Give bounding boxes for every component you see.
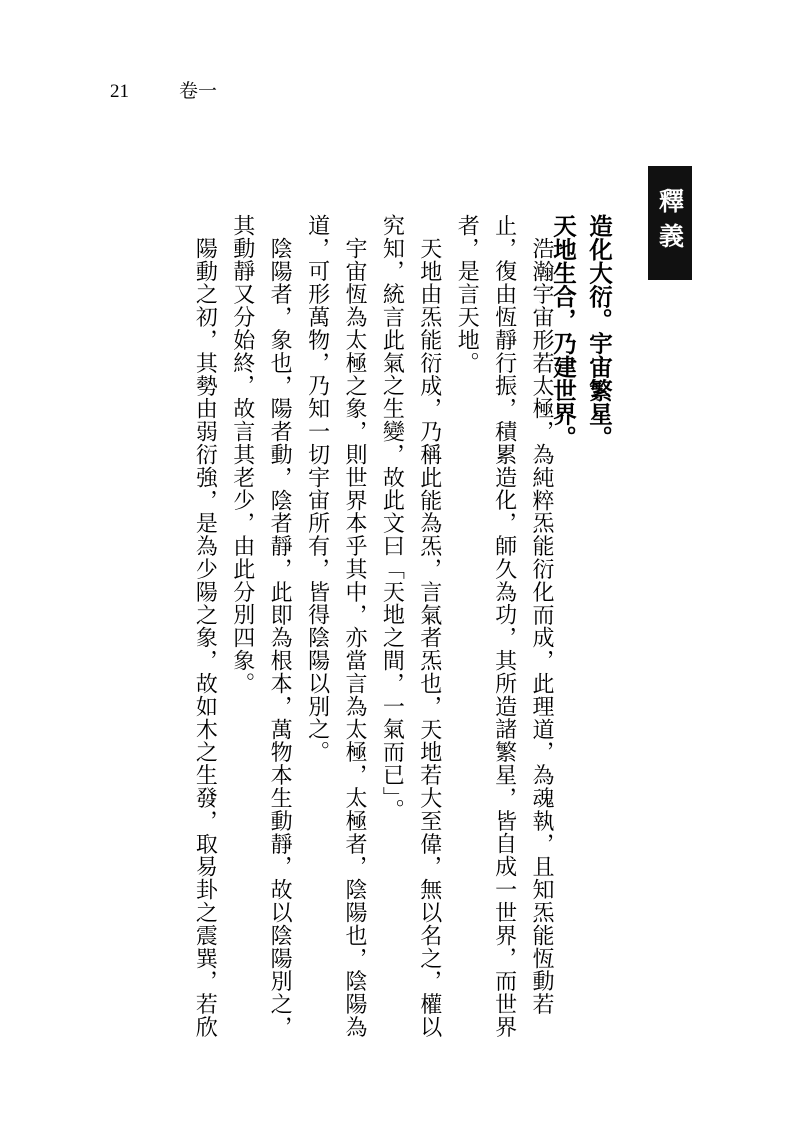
page-number: 21 [110,81,129,102]
paragraph: 宇宙恆為太極之象，則世界本乎其中，亦當言為太極，太極者，陰陽也，陰陽為道，可形萬物，乃知一切宇宙所有，皆得陰陽以別之。 [304,214,367,1039]
page-header [110,82,217,101]
paragraph: 陰陽者，象也，陽者動，陰者靜，此即為根本，萬物本生動靜，故以陰陽別之，其動靜又分始終，故言其老少，由此分別四象。 [229,214,293,1039]
body-text [0,214,560,1044]
paragraph: 陽動之初，其勢由弱衍強，是為少陽之象，故如木之生發，取易卦之震巽，若欣 [192,237,218,1039]
heading-line: 造化大衍。宇宙繁星。 [585,214,613,449]
heading-line: 天地生合，乃建世界。 [549,214,577,449]
section-label: 釋義 [648,166,692,280]
paragraph: 浩瀚宇宙形若太極，為純粹炁能衍化而成，此理道，為魂執，且知炁能恆動若止，復由恆靜行振，積累造化，師久為功，其所造諸繁星，皆自成一世界，而世界者，是言天地。 [454,214,554,1039]
paragraph: 天地由炁能衍成，乃稱此能為炁，言氣者炁也，天地若大至偉，無以名之，權以究知，統言此氣之生變，故此文曰「天地之間，一氣而已」。 [379,214,442,1039]
volume-title: 卷一 [179,81,218,102]
